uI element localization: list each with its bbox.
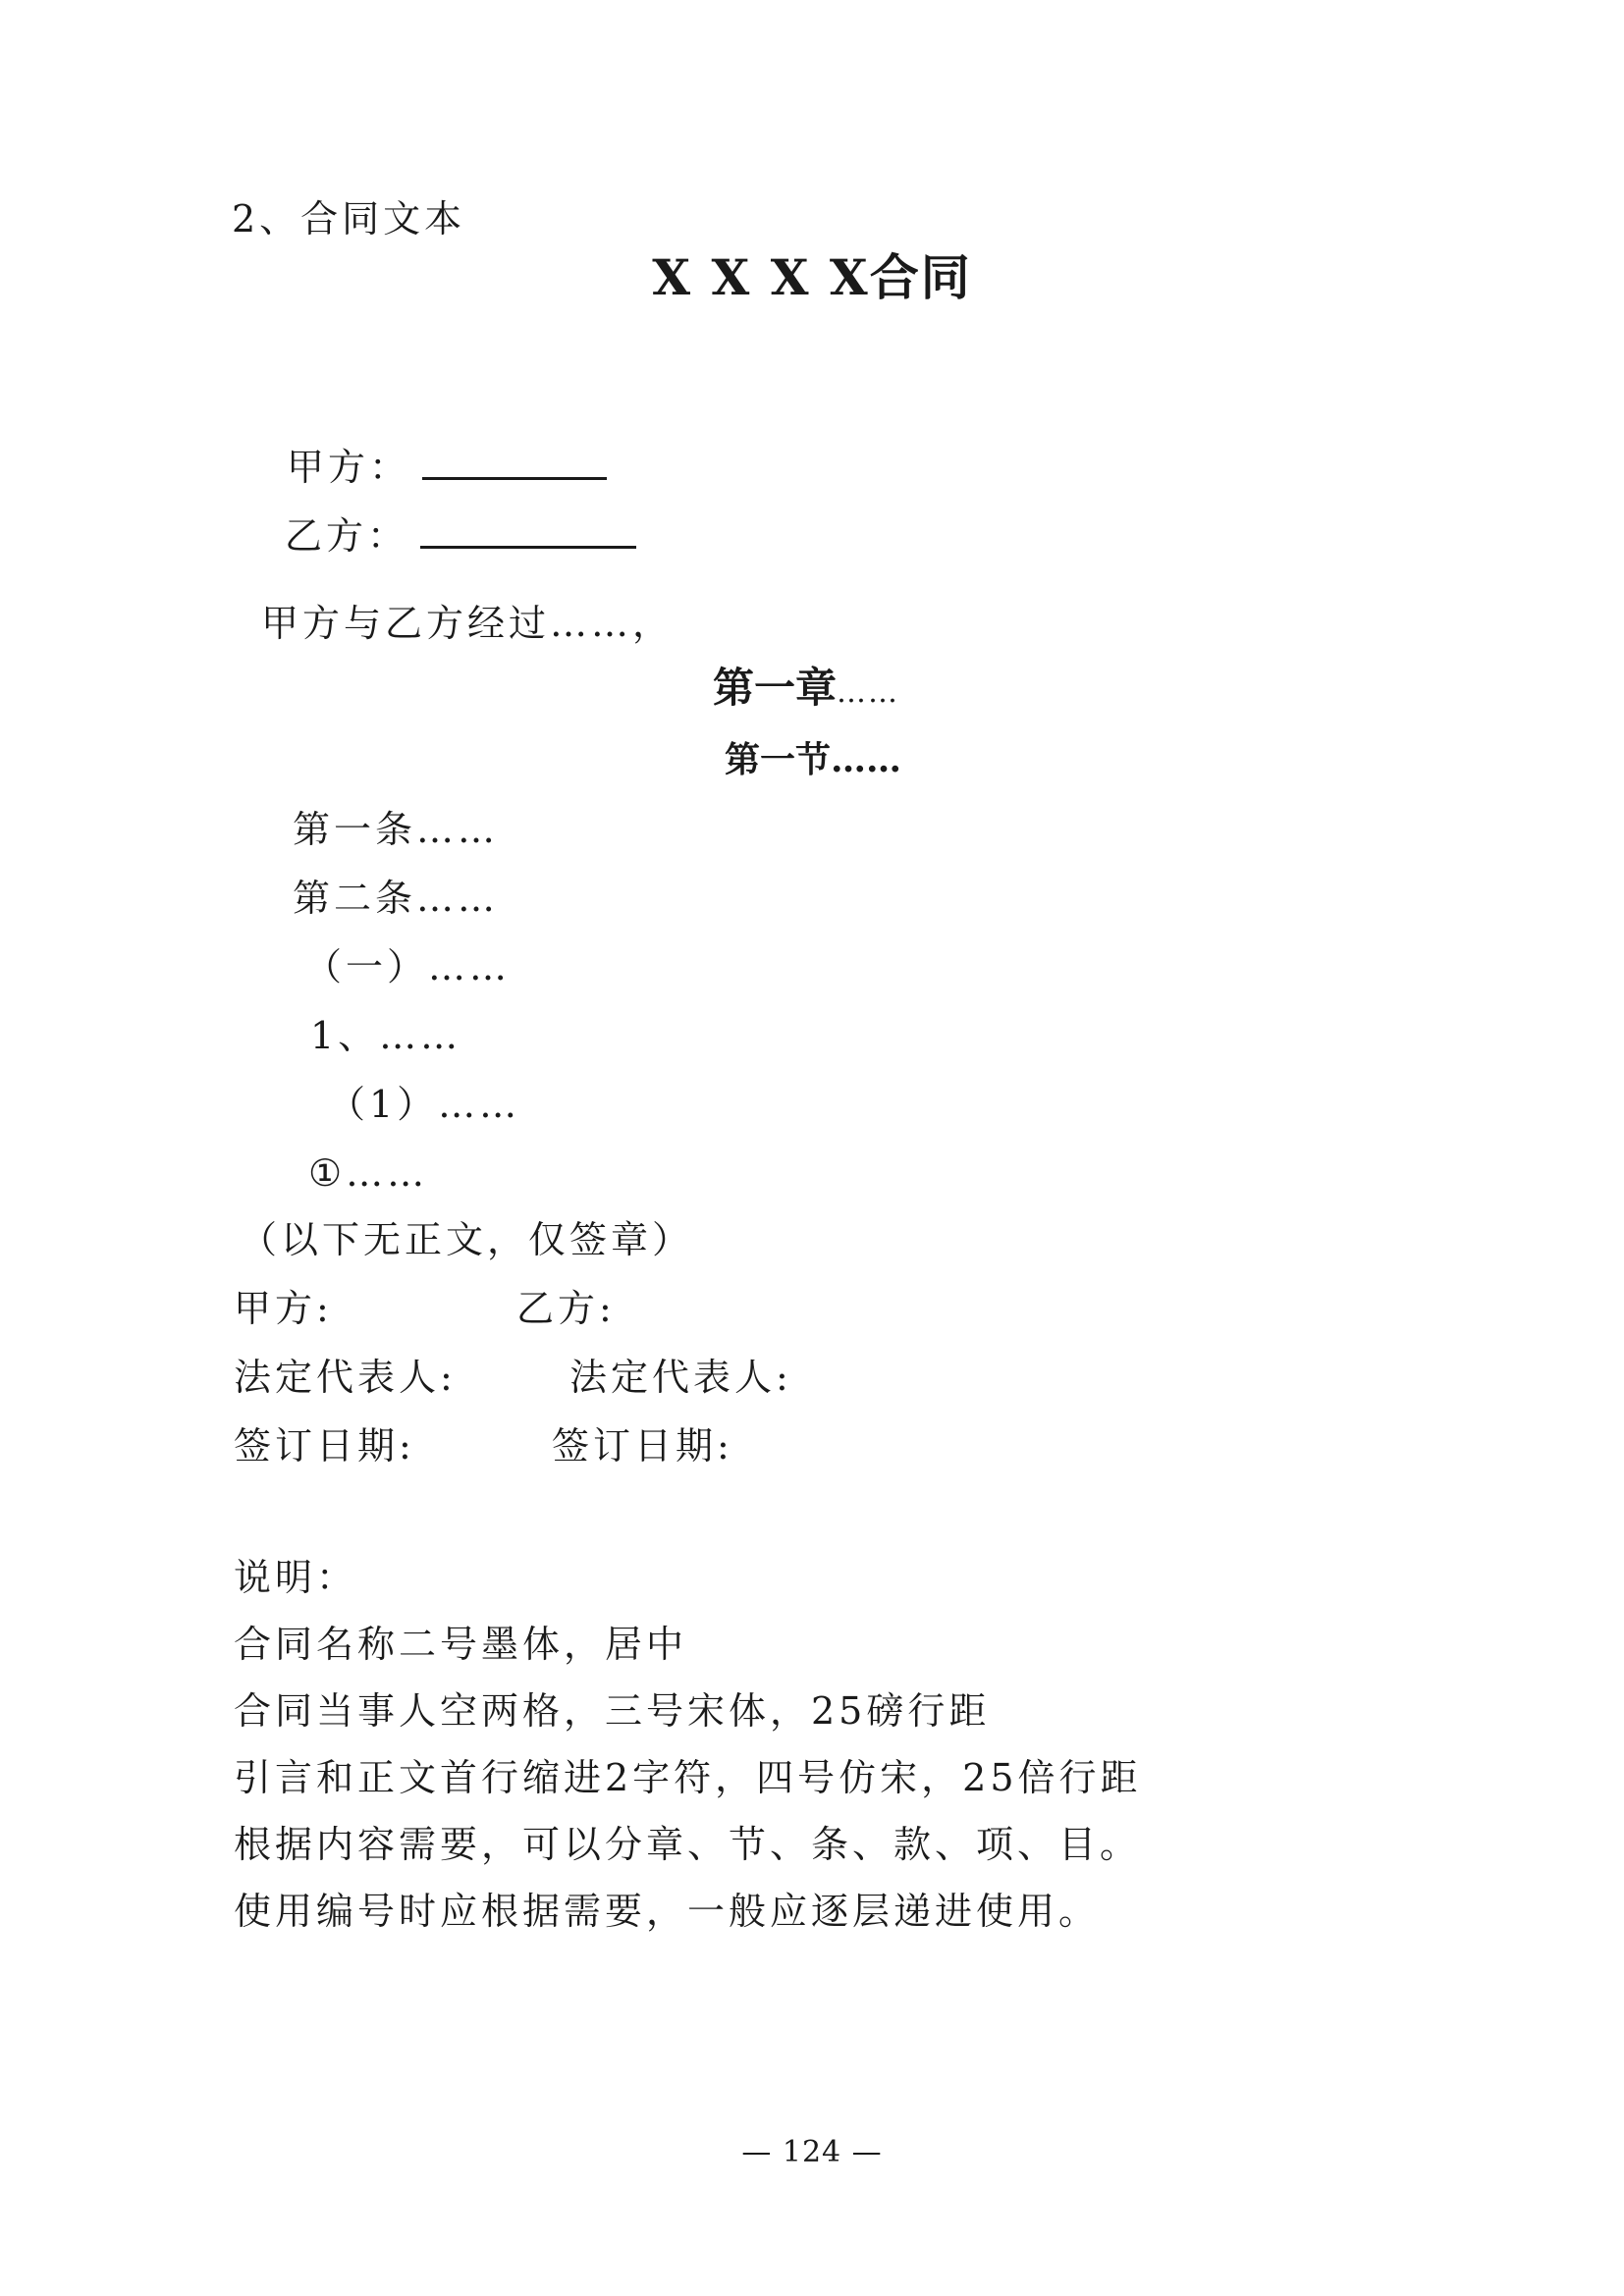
party-b-blank bbox=[420, 512, 636, 549]
notes-line-1: 合同名称二号墨体，居中 bbox=[234, 1623, 688, 1666]
article-2: 第二条…… bbox=[293, 877, 500, 920]
notes-line-5: 使用编号时应根据需要，一般应逐层递进使用。 bbox=[234, 1890, 1101, 1933]
clause-1: （一）…… bbox=[304, 945, 512, 988]
signature-party-b: 乙方: bbox=[516, 1287, 616, 1330]
preamble: 甲方与乙方经过……， bbox=[261, 602, 675, 645]
notes-line-4: 根据内容需要，可以分章、节、条、款、项、目。 bbox=[234, 1823, 1142, 1866]
section-heading: 2、合同文本 bbox=[232, 197, 466, 240]
chapter-label: 第一章 bbox=[713, 664, 838, 712]
contract-title: X X X X合同 bbox=[652, 248, 972, 306]
notes-line-2: 合同当事人空两格，三号宋体，25磅行距 bbox=[234, 1689, 991, 1733]
signature-party-a: 甲方: bbox=[234, 1287, 333, 1330]
section-title: 第一节…… bbox=[725, 739, 902, 780]
subitem-1: （1）…… bbox=[328, 1083, 521, 1126]
signature-rep-a: 法定代表人: bbox=[234, 1356, 457, 1399]
chapter-heading bbox=[713, 664, 900, 712]
party-b-line bbox=[285, 512, 636, 558]
party-b-label: 乙方： bbox=[285, 514, 409, 558]
article-1: 第一条…… bbox=[293, 808, 500, 851]
point-1: ①…… bbox=[308, 1151, 429, 1195]
chapter-dots: …… bbox=[837, 675, 900, 710]
signature-rep-b: 法定代表人: bbox=[569, 1356, 792, 1399]
page-number: — 124 — bbox=[741, 2135, 883, 2169]
notes-line-3: 引言和正文首行缩进2字符，四号仿宋，25倍行距 bbox=[234, 1756, 1142, 1799]
signature-date-b: 签订日期: bbox=[552, 1424, 733, 1468]
party-a-blank bbox=[422, 444, 607, 480]
item-1: 1、…… bbox=[310, 1014, 462, 1057]
notes-heading: 说明： bbox=[234, 1556, 358, 1599]
party-a-line bbox=[287, 444, 607, 489]
no-text-note: （以下无正文，仅签章） bbox=[240, 1218, 694, 1261]
signature-date-a: 签订日期: bbox=[234, 1424, 415, 1468]
party-a-label: 甲方： bbox=[287, 446, 411, 489]
